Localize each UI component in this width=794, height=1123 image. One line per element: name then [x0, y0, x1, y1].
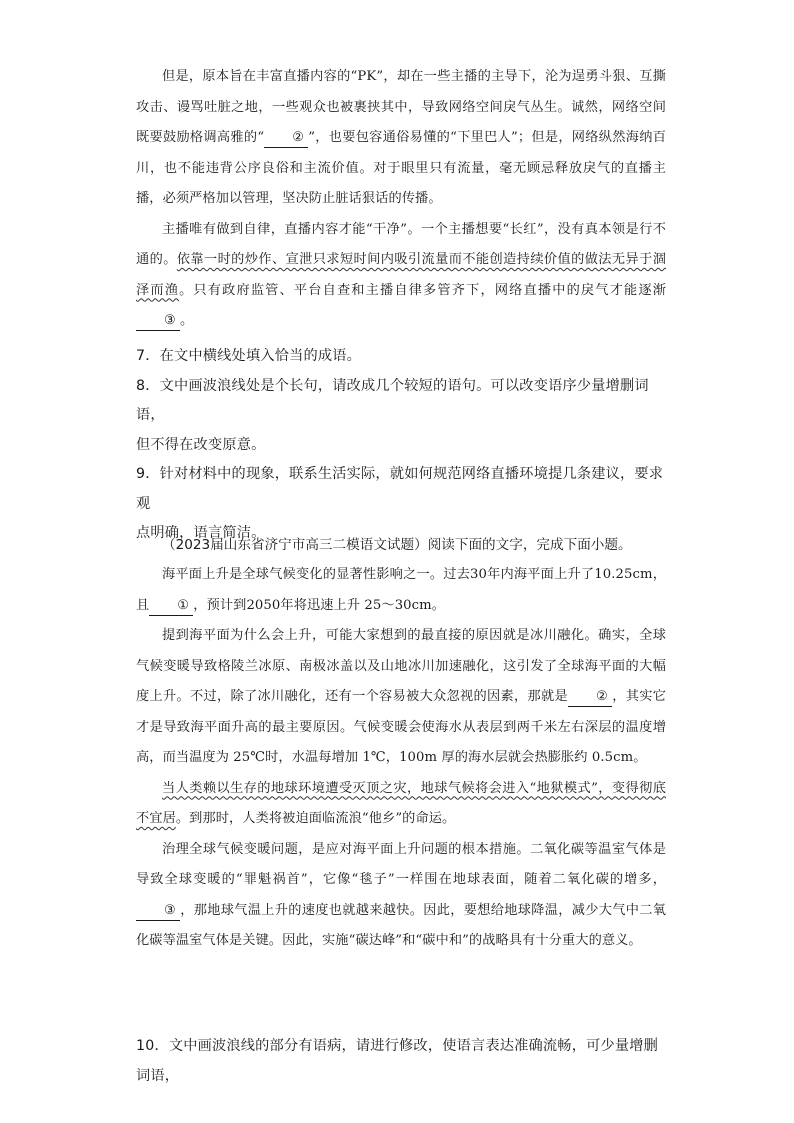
paragraph-text: ，那地球气温上升的速度也就越来越快。因此，要想给地球降温，减少大气中二氧化碳等温室气体是关键。因此，实施“碳达峰”和“碳中和”的战略具有十分重大的意义。	[136, 902, 666, 948]
passage-1	[136, 62, 666, 337]
wavy-underlined-sentence: 依靠一时的炒作、宣泄只求短时间内吸引流量而不能创造持续价值的做法无异于涸泽而渔	[136, 252, 666, 298]
question-8-line-1: 8．文中画波浪线处是个长句，请改成几个较短的语句。可以改变语序少量增删词语，	[136, 377, 649, 423]
question-10: 10．文中画波浪线的部分有语病，请进行修改，使语言表达准确流畅，可少量增删词语，	[136, 1038, 659, 1084]
paragraph-text: 海平面上升是全球气候变化的显著性影响之一。过去30年内海平面上升了10.25cm，且	[136, 567, 666, 613]
paragraph-text: ，其实它才是导致海平面升高的最主要原因。气候变暖会使海水从表层到两千米左右深层的温度增高，而当温度为 25℃时，水温每增加 1℃，100m 厚的海水层就会热膨胀约 0.5cm。	[136, 689, 666, 765]
passage-2-paragraph-3	[136, 774, 666, 835]
blank-2: ②	[568, 688, 612, 707]
passage-1-paragraph-1	[136, 62, 666, 215]
wavy-underlined-sentence: 当人类赖以生存的地球环境遭受灭顶之灾，地球气候将会进入“地狱模式”，变得彻底不宜居	[136, 780, 666, 826]
passage-2	[136, 530, 666, 957]
blank-3: ③	[136, 312, 180, 331]
questions-10	[136, 1032, 666, 1091]
paragraph-text: 但是，原本旨在丰富直播内容的“PK”，却在一些主播的主导下，沦为逞勇斗狠、互撕攻击、谩骂吐脏之地，一些观众也被裹挟其中，导致网络空间戾气丛生。诚然，网络空间既要鼓励格调高雅的“	[136, 69, 666, 145]
paragraph-text: 。只有政府监管、平台自查和主播自律多管齐下，网络直播中的戾气才能逐渐	[179, 282, 666, 298]
blank-2: ②	[264, 129, 308, 148]
paragraph-text: 治理全球气候变暖问题，是应对海平面上升问题的根本措施。二氧化碳等温室气体是导致全球变暖的“罪魁祸首”，它像“毯子”一样围在地球表面，随着二氧化碳的增多，	[136, 841, 666, 887]
paragraph-text: ”，也要包容通俗易懂的“下里巴人”；但是，网络纵然海纳百川，也不能违背公序良俗和主流价值。对于眼里只有流量，毫无顾忌释放戾气的直播主播，必须严格加以管理，坚决防止脏话狠话的传播。	[136, 130, 666, 206]
paragraph-text: 。到那时，人类将被迫面临流浪“他乡”的命运。	[175, 811, 456, 826]
question-9-line-1: 9．针对材料中的现象，联系生活实际，就如何规范网络直播环境提几条建议，要求观	[136, 466, 664, 512]
blank-3: ③	[136, 902, 180, 921]
paragraph-text: 提到海平面为什么会上升，可能大家想到的最直接的原因就是冰川融化。确实，全球气候变暖导致格陵兰冰原、南极冰盖以及山地冰川加速融化，这引发了全球海平面的大幅度上升。不过，除了冰川融化，还有一个容易被大众忽视的因素，那就是	[136, 628, 666, 704]
paragraph-text: 。	[180, 313, 194, 328]
paragraph-text: 主播唯有做到自律，直播内容才能“干净”。一个主播想要“长红”，没有真本领是行不通的。	[136, 221, 666, 267]
question-9-line-2: 点明确，语言简洁。	[136, 525, 266, 541]
paragraph-text: ，预计到2050年将迅速上升 25～30cm。	[193, 597, 446, 613]
questions-7-9	[136, 342, 666, 549]
passage-2-paragraph-4	[136, 835, 666, 957]
passage-2-paragraph-2	[136, 621, 666, 774]
blank-1: ①	[149, 597, 193, 616]
passage-1-paragraph-2	[136, 215, 666, 337]
question-7: 7．在文中横线处填入恰当的成语。	[136, 348, 362, 364]
question-8-line-2: 但不得在改变原意。	[136, 436, 266, 453]
passage-2-paragraph-1	[136, 560, 666, 621]
passage-2-source: （2023届山东省济宁市高三二模语文试题）阅读下面的文字，完成下面小题。	[162, 537, 632, 553]
